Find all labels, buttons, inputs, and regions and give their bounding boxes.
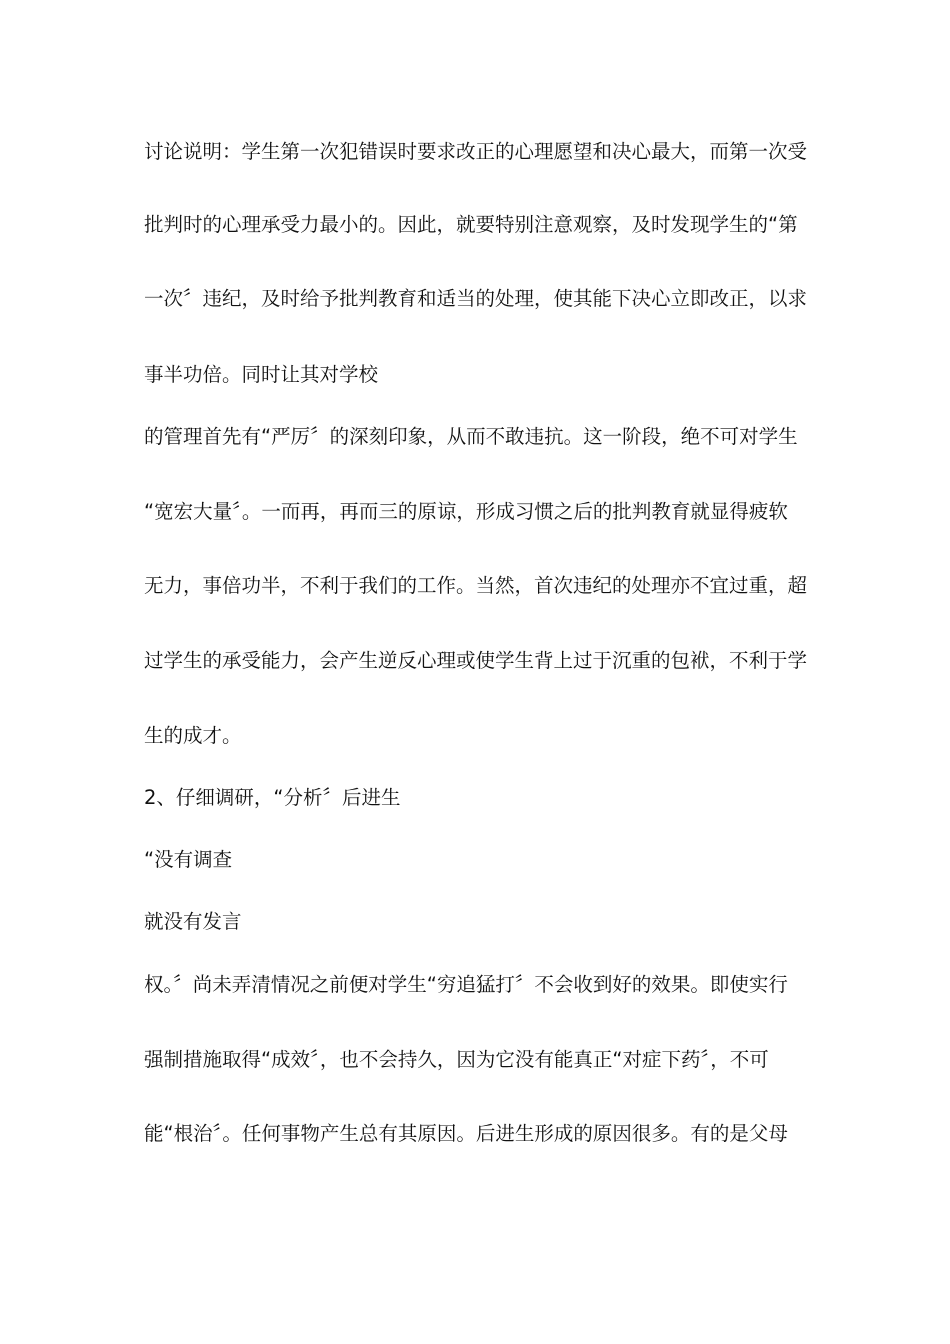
paragraph-line: 生的成才。	[144, 724, 242, 747]
paragraph-line: 过学生的承受能力，会产生逆反心理或使学生背上过于沉重的包袱，不利于学	[144, 649, 808, 672]
paragraph-line: 讨论说明：学生第一次犯错误时要求改正的心理愿望和决心最大，而第一次受	[144, 140, 808, 163]
paragraph-line: 批判时的心理承受力最小的。因此，就要特别注意观察，及时发现学生的“第	[144, 213, 798, 236]
paragraph-line: 事半功倍。同时让其对学校	[144, 363, 379, 386]
paragraph-line: 的管理首先有“严厉〞的深刻印象，从而不敢违抗。这一阶段，绝不可对学生	[144, 425, 798, 448]
paragraph-line: “没有调查	[144, 848, 233, 871]
paragraph-line: 能“根治〞。任何事物产生总有其原因。后进生形成的原因很多。有的是父母	[144, 1122, 788, 1145]
paragraph-line: 权。〞尚未弄清情况之前便对学生“穷追猛打〞不会收到好的效果。即使实行	[144, 973, 788, 996]
paragraph-line: “宽宏大量〞。一而再，再而三的原谅，形成习惯之后的批判教育就显得疲软	[144, 500, 788, 523]
paragraph-line: 无力，事倍功半，不利于我们的工作。当然，首次违纪的处理亦不宜过重，超	[144, 574, 808, 597]
paragraph-line: 就没有发言	[144, 910, 242, 933]
paragraph-line: 一次〞违纪，及时给予批判教育和适当的处理，使其能下决心立即改正，以求	[144, 287, 808, 310]
section-heading: 2、仔细调研，“分析〞后进生	[144, 786, 401, 809]
paragraph-line: 强制措施取得“成效〞，也不会持久，因为它没有能真正“对症下药〞，不可	[144, 1048, 769, 1071]
